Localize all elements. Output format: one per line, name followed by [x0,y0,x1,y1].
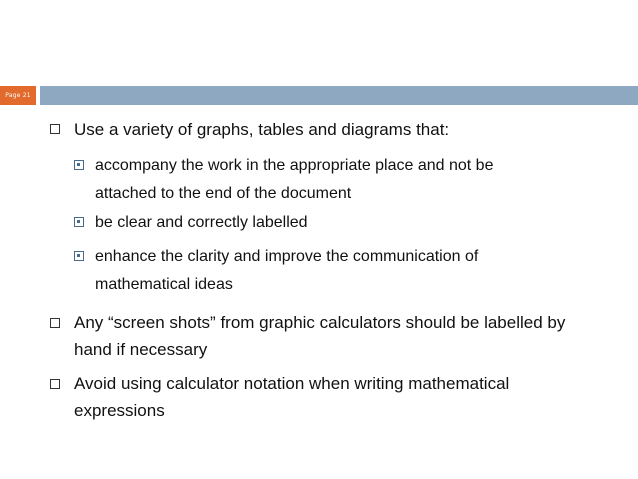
bullet-square-icon [50,379,60,389]
bullet-text: Avoid using calculator notation when writing mathematical [74,374,510,393]
bullet-square-icon [50,124,60,134]
bullet-text: expressions [74,401,165,420]
bullet-text: Use a variety of graphs, tables and diagrams that: [74,120,450,139]
sub-bullet-icon [74,160,84,170]
bullet-square-icon [50,318,60,328]
sub-bullet-text: attached to the end of the document [95,185,352,202]
sub-bullet-icon [74,251,84,261]
sub-bullet-text: mathematical ideas [95,276,233,293]
sub-bullet-text: enhance the clarity and improve the communication of [95,248,479,265]
sub-bullet-text: be clear and correctly labelled [95,214,308,231]
bullet-text: hand if necessary [74,340,208,359]
bullet-text: Any “screen shots” from graphic calculators should be labelled by [74,313,566,332]
page-number-tab: Page 21 [0,86,36,105]
sub-bullet-icon [74,217,84,227]
sub-bullet-text: accompany the work in the appropriate place and not be [95,157,494,174]
